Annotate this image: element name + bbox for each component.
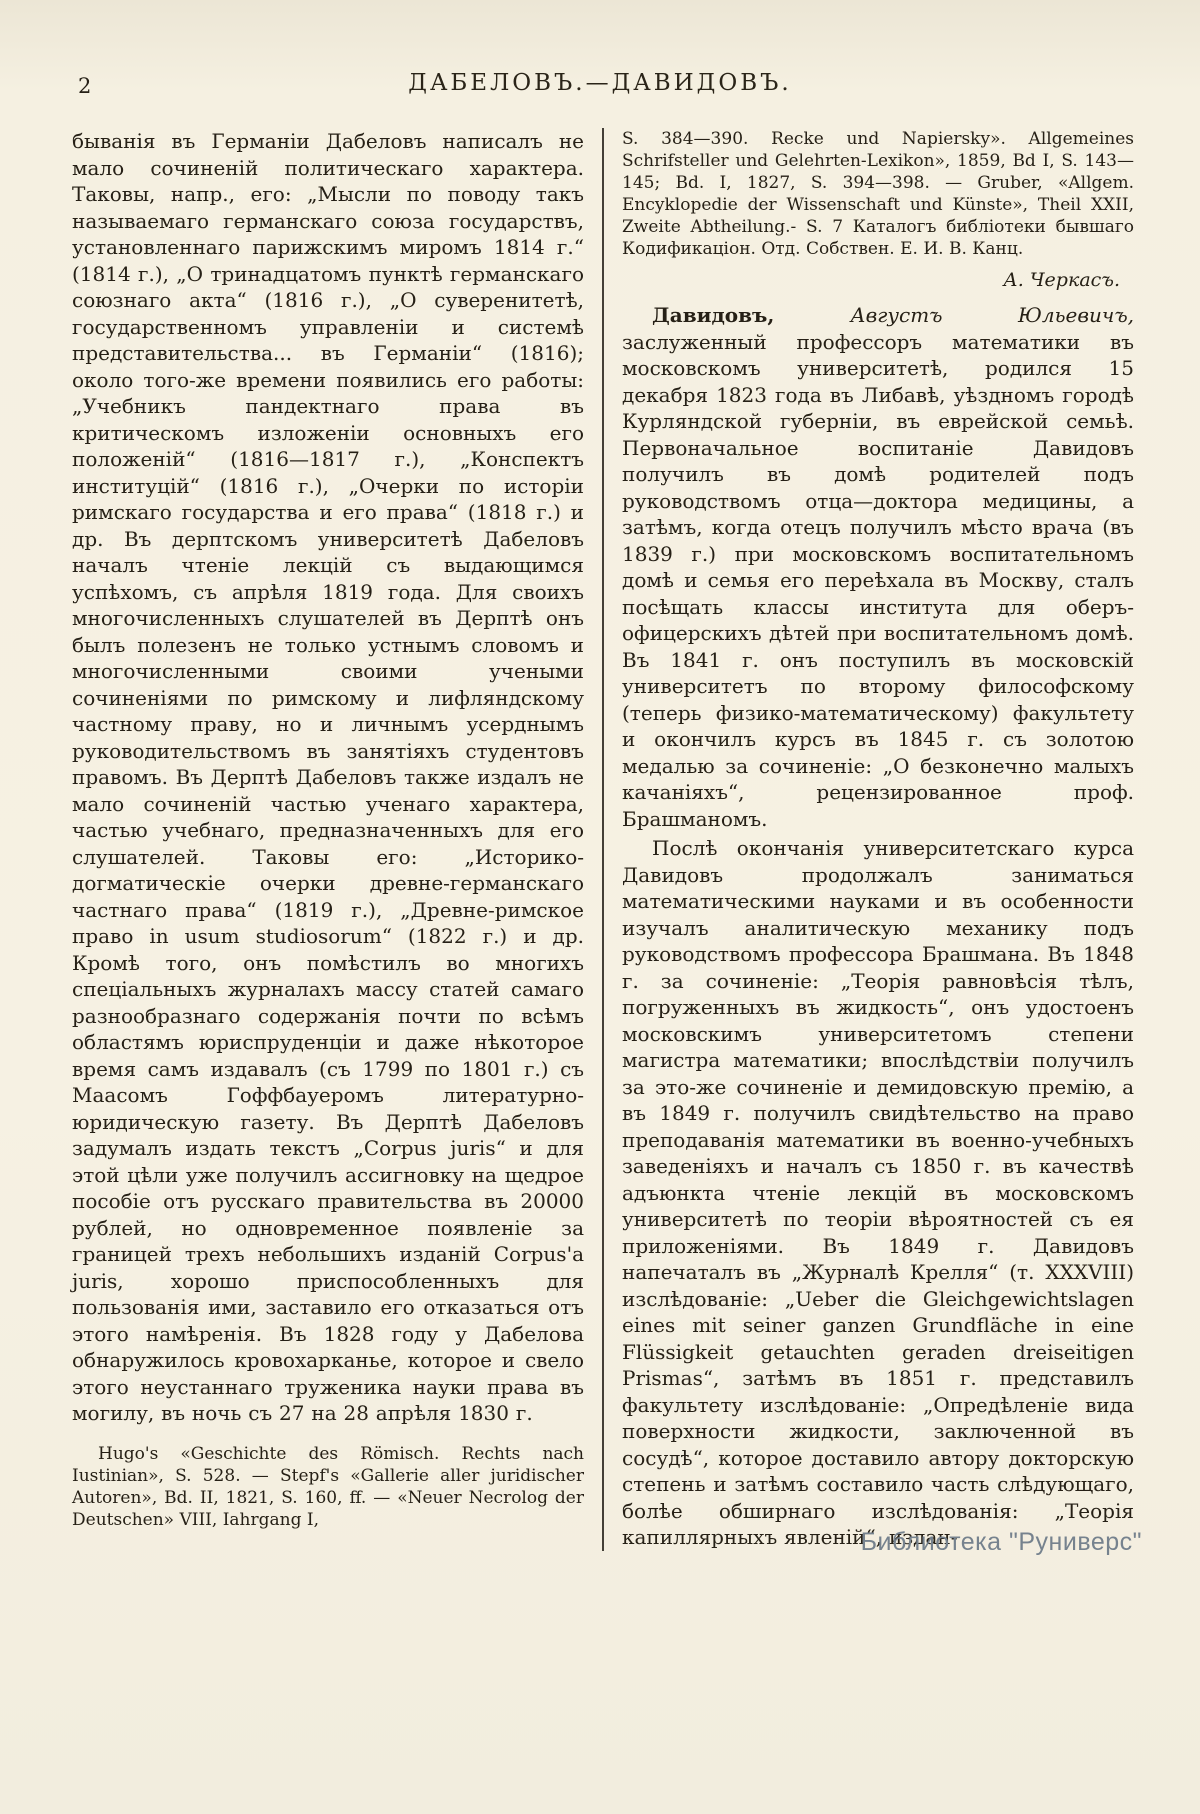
entry-person-name: Августъ Юльевичъ, [850, 303, 1135, 327]
page-title: ДАБЕЛОВЪ.—ДАВИДОВЪ. [408, 70, 792, 96]
text-columns [72, 128, 1134, 1551]
davidov-paragraph-2: Послѣ окончанія университетскаго курса Давидовъ продолжалъ заниматься математическими науками и въ особенности изучалъ аналитическую механику подъ руководствомъ профессора Брашмана. Въ 1848 г. за сочиненіе: „Теорія равновѣсія тѣлъ, погруженныхъ въ жидкость“, онъ удостоенъ московскимъ университетомъ степени магистра математики; впослѣдствіи получилъ за это-же сочиненіе и демидовскую премію, а въ 1849 г. получилъ свидѣтельство на право преподаванія математики въ военно-учебныхъ заведеніяхъ и началъ съ 1850 г. въ качествѣ адъюнкта чтеніе лекцій въ московскомъ университетѣ по теоріи вѣроятностей съ ея приложеніями. Въ 1849 г. Давидовъ напечаталъ въ „Журналѣ Крелля“ (т. XXXVIII) изслѣдованіе: „Ueber die Gleichgewichtslagen eines mit seiner ganzen Grundfläche in eine Flüssigkeit getauchten geraden dreiseitigen Prismas“, затѣмъ въ 1851 г. представилъ факультету изслѣдованіе: „Опредѣленіе вида поверхности жидкости, заключенной въ сосудѣ“, которое доставило автору докторскую степень и затѣмъ составило часть слѣдующаго, болѣе обширнаго изслѣдованія: „Теорія капиллярныхъ явленій“, издан- [622, 836, 1134, 1549]
dabelov-article-text: быванія въ Германіи Дабеловъ написалъ не мало сочиненій политическаго характера. Таковы, напр., его: „Мысли по поводу такъ называемаго германскаго союза государствъ, установленнаго парижскимъ миромъ 1814 г.“ (1814 г.), „О тринадцатомъ пунктѣ германскаго союзнаго акта“ (1816 г.), „О суверенитетѣ, государственномъ управленіи и системѣ представительства... въ Германіи“ (1816); около того-же времени появились его работы: „Учебникъ пандектнаго права въ критическомъ изложеніи основныхъ его положеній“ (1816—1817 г.), „Конспектъ институцій“ (1816 г.), „Очерки по исторіи римскаго государства и его права“ (1818 г.) и др. Въ дерптскомъ университетѣ Дабеловъ началъ чтеніе лекцій съ выдающимся успѣхомъ, съ апрѣля 1819 года. Для своихъ многочисленныхъ слушателей въ Дерптѣ онъ былъ полезенъ не только устнымъ словомъ и многочисленными своими учеными сочиненіями по римскому и лифляндскому частному праву, но и личнымъ усерднымъ руководительствомъ въ занятіяхъ студентовъ правомъ. Въ Дерптѣ Дабеловъ также издалъ не мало сочиненій частью ученаго характера, частью учебнаго, предназначенныхъ для его слушателей. Таковы его: „Историко-догматическіе очерки древне-германскаго частнаго права“ (1819 г.), „Древне-римское право in usum studiosorum“ (1822 г.) и др. Кромѣ того, онъ помѣстилъ во многихъ спеціальныхъ журналахъ массу статей самаго разнообразнаго содержанія почти по всѣмъ областямъ юриспруденціи и даже нѣкоторое время самъ издавалъ (съ 1799 по 1801 г.) съ Маасомъ Гоффбауеромъ литературно-юридическую газету. Въ Дерптѣ Дабеловъ задумалъ издать текстъ „Corpus juris“ и для этой цѣли уже получилъ ассигновку на щедрое пособіе отъ русскаго правительства въ 20000 рублей, но одновременное появленіе за границей трехъ небольшихъ изданій Corpus'а juris, хорошо приспособленныхъ для пользованія ими, заставило его отказаться отъ этого намѣренія. Въ 1828 году у Дабелова обнаружилось кровохарканье, которое и свело этого неустаннаго труженика науки права въ могилу, въ ночь съ 27 на 28 апрѣля 1830 г. [72, 129, 584, 1425]
left-footnote: Hugo's «Geschichte des Römisch. Rechts nach Iustinian», S. 528. — Stepf's «Gallerie aller juridischer Autoren», Bd. II, 1821, S. 160, ff. — «Neuer Necrolog der Deutschen» VIII, Iahrgang I, [72, 1443, 584, 1530]
entry-text: заслуженный профессоръ математики въ московскомъ университетѣ, родился 15 декабря 1823 года въ Либавѣ, уѣздномъ городѣ Курляндской губерніи, въ еврейской семьѣ. Первоначальное воспитаніе Давидовъ получилъ въ домѣ родителей подъ руководствомъ отца—доктора медицины, а затѣмъ, когда отецъ получилъ мѣсто врача (въ 1839 г.) при московскомъ воспитательномъ домѣ и семья его переѣхала въ Москву, сталъ посѣщать классы института для оберъ-офицерскихъ дѣтей при воспитательномъ домѣ. Въ 1841 г. онъ поступилъ въ московскій университетъ по второму философскому (теперь физико-математическому) факультету и окончилъ курсъ въ 1845 г. съ золотою медалью за сочиненіе: „О безконечно малыхъ качаніяхъ“, рецензированное проф. Брашманомъ. [622, 329, 1134, 831]
page-header [0, 0, 1200, 106]
footnote-continuation: S. 384—390. Recke und Napiersky». Allgemeines Schrifsteller und Gelehrten-Lexikon», 1859, Bd I, S. 143—145; Bd. I, 1827, S. 394—398. — Gruber, «Allgem. Encyklopedie der Wissenschaft und Künste», Theil XXII, Zweite Abtheilung.- S. 7 Каталогъ библіотеки бывшаго Кодификаціон. Отд. Собствен. Е. И. В. Канц. [622, 129, 1134, 259]
davidov-entry-paragraph [622, 302, 1134, 832]
library-watermark: Библиотека "Руниверс" [860, 1528, 1142, 1556]
author-signature: А. Черкасъ. [1003, 269, 1120, 291]
right-column [604, 128, 1134, 1551]
page-number: 2 [78, 74, 92, 98]
left-column [72, 128, 602, 1551]
entry-headword: Давидовъ, [652, 303, 851, 327]
